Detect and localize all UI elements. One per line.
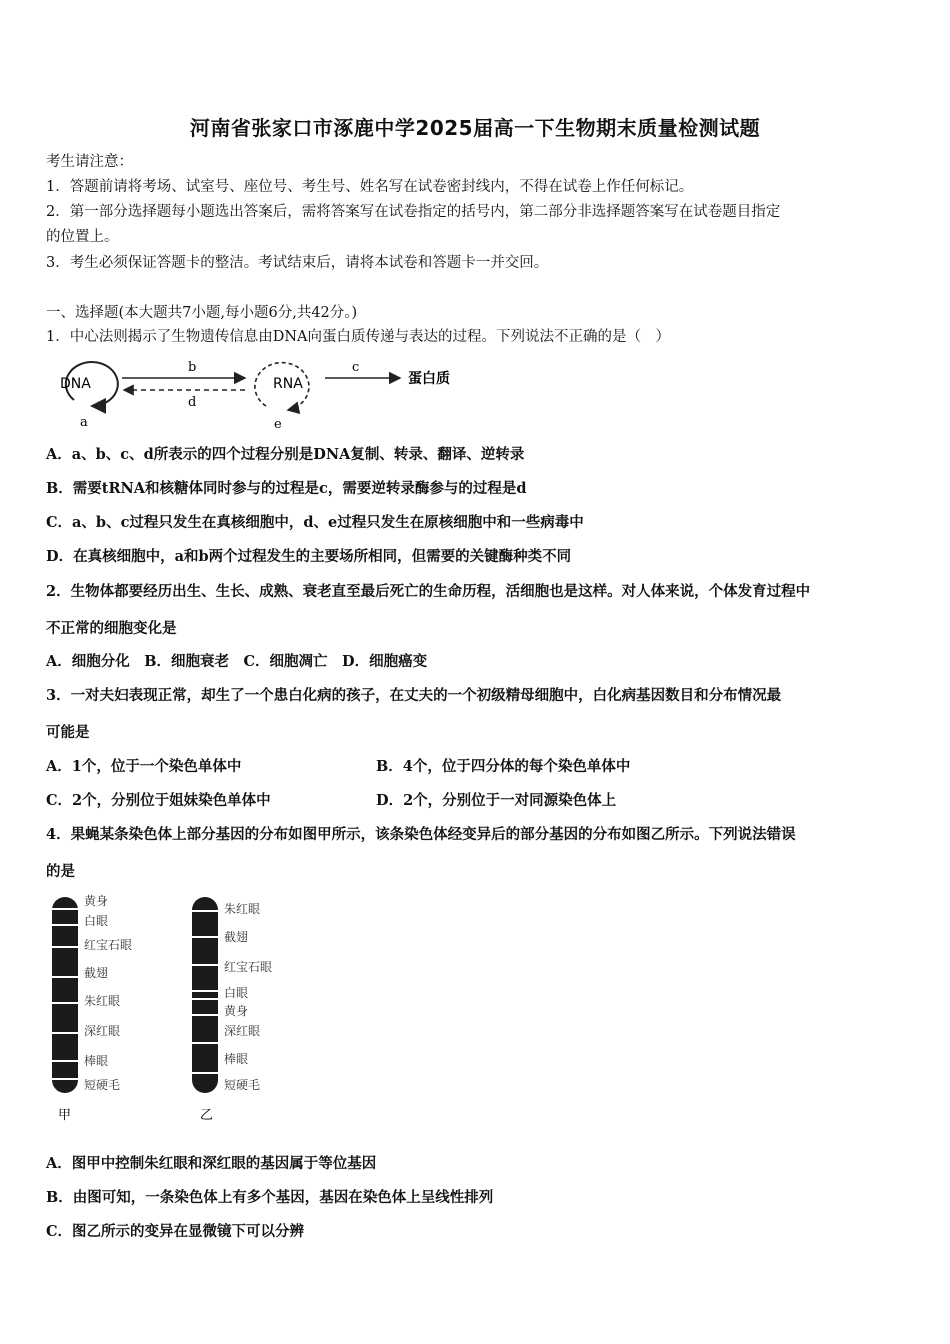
label-b: b: [188, 360, 197, 375]
rna-label: RNA: [273, 376, 303, 392]
label-a: a: [80, 415, 88, 430]
gene-label: 短硬毛: [84, 1078, 121, 1092]
gene-label: 短硬毛: [224, 1078, 261, 1092]
question-3-stem: 3．一对夫妇表现正常，却生了一个患白化病的孩子，在丈夫的一个初级精母细胞中，白化病基因数目和分布情况最: [46, 687, 782, 704]
notice-heading: 考生请注意：: [46, 154, 133, 170]
question-3-option-a: A．1个，位于一个染色单体中: [46, 758, 242, 775]
gene-label: 深红眼: [84, 1024, 121, 1038]
gene-label: 朱红眼: [84, 994, 121, 1008]
notice-item: 2．第一部分选择题每小题选出答案后，需将答案写在试卷指定的括号内，第二部分非选择题答案写在试卷题目指定: [46, 204, 781, 220]
question-4-option-b: B．由图可知，一条染色体上有多个基因，基因在染色体上呈线性排列: [46, 1189, 494, 1206]
gene-label: 棒眼: [84, 1054, 109, 1068]
question-4-stem: 4．果蝇某条染色体上部分基因的分布如图甲所示，该条染色体经变异后的部分基因的分布如图乙所示。下列说法错误: [46, 826, 796, 843]
chromosome-yi-label: 乙: [200, 1108, 214, 1123]
gene-label: 白眼: [84, 914, 109, 928]
dna-label: DNA: [60, 376, 91, 392]
gene-label: 深红眼: [224, 1024, 261, 1038]
chromosome-yi: [192, 897, 272, 1123]
question-1-option-b: B．需要tRNA和核糖体同时参与的过程是c，需要逆转录酶参与的过程是d: [46, 480, 527, 497]
question-2-options: A．细胞分化 B．细胞衰老 C．细胞凋亡 D．细胞癌变: [46, 653, 428, 670]
label-d: d: [188, 395, 197, 410]
label-c: c: [352, 360, 360, 375]
notice-item: 的位置上。: [46, 229, 119, 245]
question-3-option-c: C．2个，分别位于姐妹染色单体中: [46, 792, 271, 809]
gene-label: 黄身: [224, 1004, 249, 1018]
question-4-option-c: C．图乙所示的变异在显微镜下可以分辨: [46, 1223, 305, 1240]
gene-label: 黄身: [84, 894, 109, 908]
question-3-option-b: B．4个，位于四分体的每个染色单体中: [376, 758, 631, 775]
question-1-option-c: C．a、b、c过程只发生在真核细胞中，d、e过程只发生在原核细胞中和一些病毒中: [46, 514, 584, 531]
chromosome-diagram: [46, 893, 306, 1128]
notice-item: 1．答题前请将考场、试室号、座位号、考生号、姓名写在试卷密封线内，不得在试卷上作任何标记。: [46, 179, 694, 195]
question-1-option-d: D．在真核细胞中，a和b两个过程发生的主要场所相同，但需要的关键酶种类不同: [46, 548, 572, 565]
question-1-option-a: A．a、b、c、d所表示的四个过程分别是DNA复制、转录、翻译、逆转录: [46, 446, 525, 463]
question-3-stem-cont: 可能是: [46, 724, 90, 741]
gene-label: 红宝石眼: [224, 960, 273, 974]
question-3-option-d: D．2个，分别位于一对同源染色体上: [376, 792, 617, 809]
question-4-stem-cont: 的是: [46, 863, 75, 880]
gene-label: 朱红眼: [224, 902, 261, 916]
notice-item: 3．考生必须保证答题卡的整洁。考试结束后，请将本试卷和答题卡一并交回。: [46, 255, 549, 271]
question-4-option-a: A．图甲中控制朱红眼和深红眼的基因属于等位基因: [46, 1155, 377, 1172]
gene-label: 白眼: [224, 986, 249, 1000]
chromosome-jia: [52, 894, 132, 1123]
question-2-stem: 2．生物体都要经历出生、生长、成熟、衰老直至最后死亡的生命历程，活细胞也是这样。对人体来说，个体发育过程中: [46, 583, 811, 600]
label-e: e: [274, 417, 282, 432]
gene-label: 截翅: [224, 930, 249, 944]
gene-label: 截翅: [84, 966, 109, 980]
question-1-stem: 1．中心法则揭示了生物遗传信息由DNA向蛋白质传递与表达的过程。下列说法不正确的是（ ）: [46, 329, 671, 345]
chromosome-jia-label: 甲: [58, 1108, 72, 1123]
gene-label: 棒眼: [224, 1052, 249, 1066]
page-title: 河南省张家口市涿鹿中学2025届高一下生物期末质量检测试题: [189, 116, 761, 140]
central-dogma-diagram: [40, 356, 480, 432]
protein-label: 蛋白质: [408, 371, 450, 387]
question-2-stem-cont: 不正常的细胞变化是: [46, 620, 177, 637]
gene-label: 红宝石眼: [84, 938, 133, 952]
section-heading: 一、选择题(本大题共7小题,每小题6分,共42分。): [46, 305, 358, 321]
